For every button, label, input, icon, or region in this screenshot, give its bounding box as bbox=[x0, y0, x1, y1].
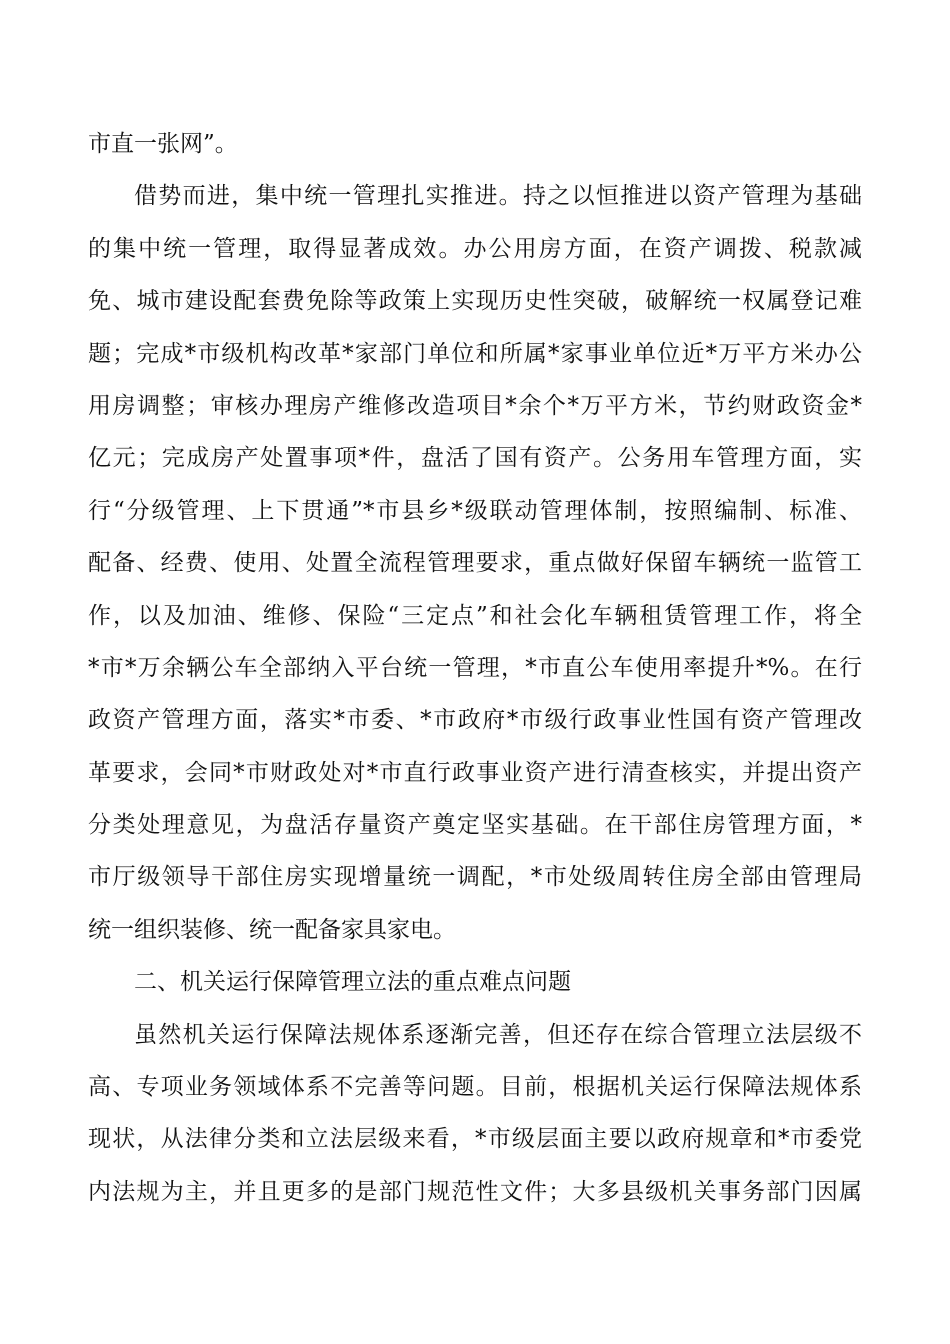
paragraph-legislation-issues bbox=[88, 1009, 862, 1219]
text-line: 用房调整；审核办理房产维修改造项目*余个*万平方米，节约财政资金* bbox=[88, 392, 862, 419]
text-line: 市厅级领导干部住房实现增量统一调配，*市处级周转住房全部由管理局 bbox=[88, 864, 862, 891]
document-page bbox=[88, 118, 862, 1218]
section-heading bbox=[88, 956, 862, 1008]
text-line: 现状，从法律分类和立法层级来看，*市级层面主要以政府规章和*市委党 bbox=[88, 1126, 862, 1153]
text-line: 行“分级管理、上下贯通”*市县乡*级联动管理体制，按照编制、标准、 bbox=[88, 497, 862, 524]
text-line: 免、城市建设配套费免除等政策上实现历史性突破，破解统一权属登记难 bbox=[88, 288, 862, 315]
paragraph-continuation bbox=[88, 118, 862, 170]
text-line: 革要求，会同*市财政处对*市直行政事业资产进行清查核实，并提出资产 bbox=[88, 759, 862, 786]
text-line: 作，以及加油、维修、保险“三定点”和社会化车辆租赁管理工作，将全 bbox=[88, 602, 862, 629]
section-heading-text: 二、机关运行保障管理立法的重点难点问题 bbox=[134, 969, 571, 996]
text-line: 内法规为主，并且更多的是部门规范性文件；大多县级机关事务部门因属 bbox=[88, 1178, 862, 1205]
text-line: 配备、经费、使用、处置全流程管理要求，重点做好保留车辆统一监管工 bbox=[88, 550, 862, 577]
paragraph-centralized-management bbox=[88, 170, 862, 956]
text-line: 虽然机关运行保障法规体系逐渐完善，但还存在综合管理立法层级不 bbox=[134, 1021, 862, 1048]
text-line: 题；完成*市级机构改革*家部门单位和所属*家事业单位近*万平方米办公 bbox=[88, 340, 862, 367]
text-line: 分类处理意见，为盘活存量资产奠定坚实基础。在干部住房管理方面，* bbox=[88, 812, 862, 839]
text-line: 的集中统一管理，取得显著成效。办公用房方面，在资产调拨、税款减 bbox=[88, 235, 862, 262]
text-line: 统一组织装修、统一配备家具家电。 bbox=[88, 916, 456, 943]
text-line: 市直一张网”。 bbox=[88, 131, 238, 157]
text-line: *市*万余辆公车全部纳入平台统一管理，*市直公车使用率提升*%。在行 bbox=[88, 654, 862, 681]
text-line: 政资产管理方面，落实*市委、*市政府*市级行政事业性国有资产管理改 bbox=[88, 707, 862, 734]
text-line: 亿元；完成房产处置事项*件，盘活了国有资产。公务用车管理方面，实 bbox=[88, 445, 862, 472]
text-line: 高、专项业务领域体系不完善等问题。目前，根据机关运行保障法规体系 bbox=[88, 1074, 862, 1101]
text-line: 借势而进，集中统一管理扎实推进。持之以恒推进以资产管理为基础 bbox=[134, 183, 862, 210]
